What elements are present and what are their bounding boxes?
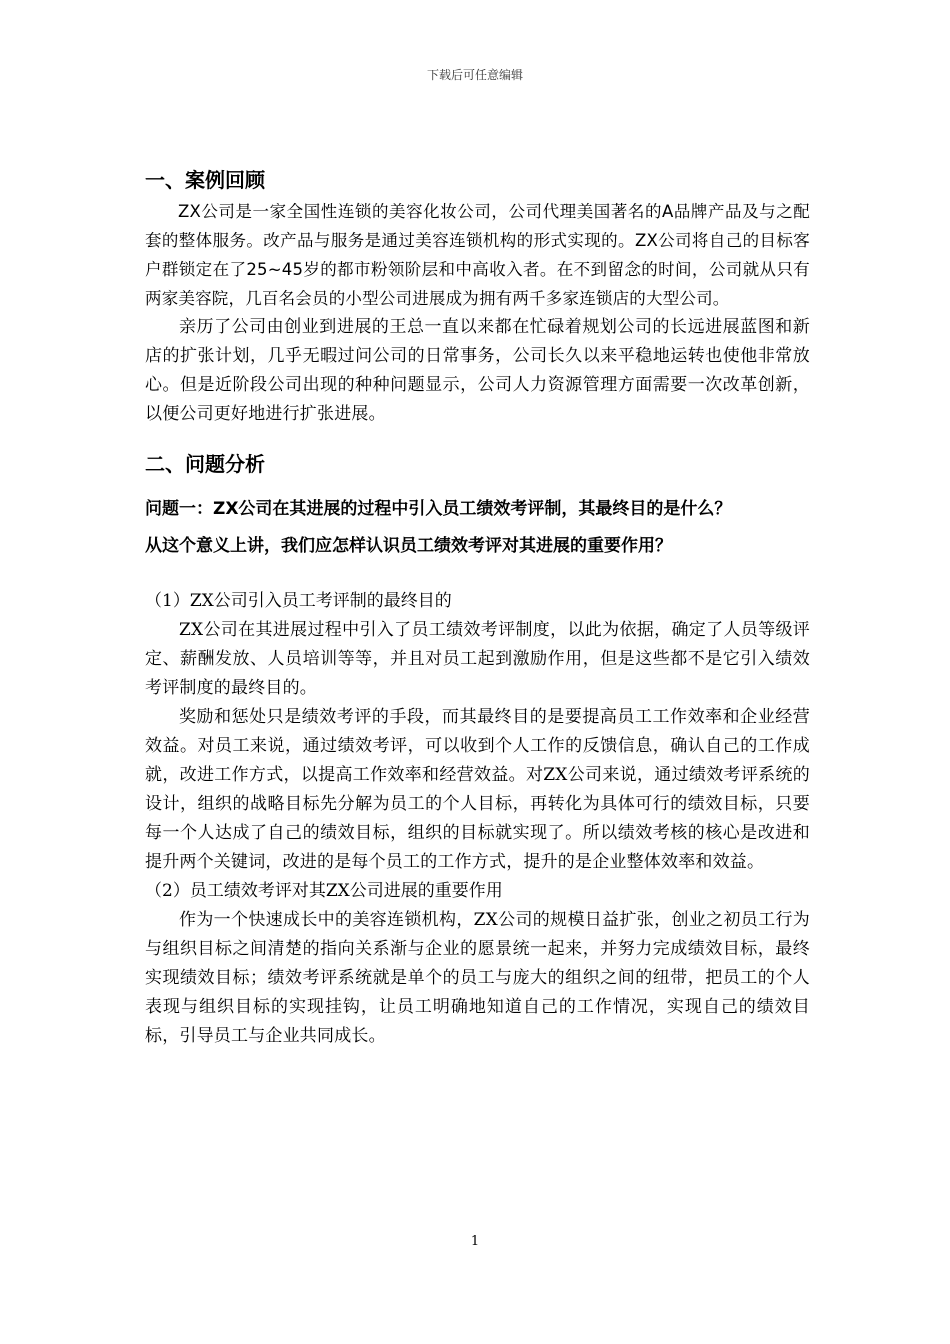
paragraph: ZX公司在其进展过程中引入了员工绩效考评制度，以此为依据，确定了人员等级评定、薪酬发放、人员培训等等，并且对员工起到激励作用，但是这些都不是它引入绩效考评制度的最终目的。: [145, 620, 810, 698]
subsection-heading: （1）ZX公司引入员工考评制的最终目的: [145, 591, 452, 611]
section-title-problem-analysis: 二、问题分析: [145, 452, 265, 476]
paragraph: 作为一个快速成长中的美容连锁机构，ZX公司的规模日益扩张，创业之初员工行为与组织目标之间清楚的指向关系渐与企业的愿景统一起来，并努力完成绩效目标，最终实现绩效目标；绩效考评系统就是单个的员工与庞大的组织之间的纽带，把员工的个人表现与组织目标的实现挂钩，让员工明确地知道自己的工作情况，实现自己的绩效目标，引导员工与企业共同成长。: [145, 910, 810, 1046]
paragraph: 亲历了公司由创业到进展的王总一直以来都在忙碌着规划公司的长远进展蓝图和新店的扩张计划，几乎无暇过问公司的日常事务，公司长久以来平稳地运转也使他非常放心。但是近阶段公司出现的种种问题显示，公司人力资源管理方面需要一次改革创新，以便公司更好地进行扩张进展。: [145, 317, 810, 424]
subsection-heading: （2）员工绩效考评对其ZX公司进展的重要作用: [145, 881, 503, 901]
question-line: 问题一：ZX公司在其进展的过程中引入员工绩效考评制，其最终目的是什么？: [145, 499, 732, 519]
question-line: 从这个意义上讲，我们应怎样认识员工绩效考评对其进展的重要作用？: [145, 536, 672, 556]
paragraph: 奖励和惩处只是绩效考评的手段，而其最终目的是要提高员工工作效率和企业经营效益。对员工来说，通过绩效考评，可以收到个人工作的反馈信息，确认自己的工作成就，改进工作方式，以提高工作效率和经营效益。对ZX公司来说，通过绩效考评系统的设计，组织的战略目标先分解为员工的个人目标，再转化为具体可行的绩效目标，只要每一个人达成了自己的绩效目标，组织的目标就实现了。所以绩效考核的核心是改进和提升两个关键词，改进的是每个员工的工作方式，提升的是企业整体效率和效益。: [145, 707, 810, 872]
page-number: 1: [470, 1234, 480, 1249]
section-title-case-review: 一、案例回顾: [145, 168, 265, 192]
page-header: 下载后可任意编辑: [426, 68, 523, 82]
document-body: [145, 165, 810, 1051]
paragraph: ZX公司是一家全国性连锁的美容化妆公司，公司代理美国著名的A品牌产品及与之配套的整体服务。改产品与服务是通过美容连锁机构的形式实现的。ZX公司将自己的目标客户群锁定在了25~45岁的都市粉领阶层和中高收入者。在不到留念的时间，公司就从只有两家美容院，几百名会员的小型公司进展成为拥有两千多家连锁店的大型公司。: [145, 202, 810, 308]
